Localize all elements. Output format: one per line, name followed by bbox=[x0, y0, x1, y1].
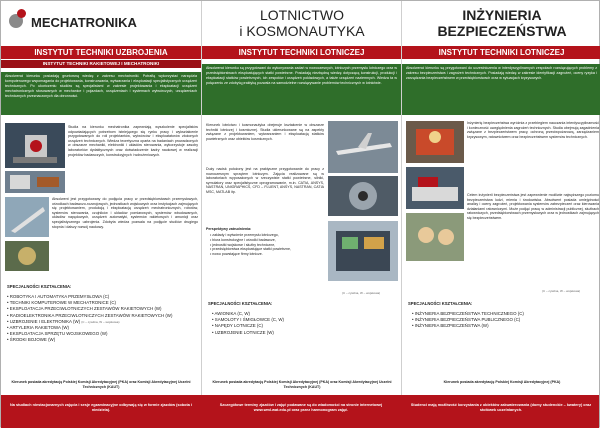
list-item: • ROBOTYKA I AUTOMATYKA PRZEMYSŁOWA (C) bbox=[7, 294, 110, 299]
list-item: • INŻYNIERIA BEZPIECZEŃSTWA (W) bbox=[412, 323, 489, 329]
gear-icon bbox=[17, 9, 26, 18]
body-text: Inżynierię bezpieczeństwa wyróżnia z przebiegiem nauczania interdyscyplinarność i konieczność uwzględnienia zagrożeń technicznych. Studia obejmują zagadnienia związane z bezpieczeństwem pracy, ochroną przeciwpożarową, zarządzaniem kryzysowym, ratownictwem oraz bezpieczeństwem systemów technicznych. bbox=[467, 121, 599, 139]
robot-image bbox=[5, 123, 65, 168]
column-lotnictwo bbox=[201, 1, 401, 428]
list-item: • UZBROJENIE LOTNICZE (W) bbox=[212, 329, 274, 335]
column-title: INŻYNIERIA bbox=[462, 7, 542, 23]
perspectives-label: Perspektywy zatrudnienia: bbox=[206, 227, 252, 231]
workshop-image bbox=[5, 241, 49, 271]
list-item: • EKSPLOATACJA SPRZĘTU WOJSKOWEGO (W) bbox=[7, 331, 108, 337]
list-item: • biura konstrukcyjne i ośrodki badawcze, bbox=[210, 237, 276, 242]
list-item: • INŻYNIERIA BEZPIECZEŃSTWA TECHNICZNEGO (C) bbox=[412, 311, 524, 316]
aircraft-image bbox=[328, 121, 398, 173]
subinstitute-band: INSTYTUT TECHNIKI RAKIETOWEJ I MECHATRONIKI bbox=[1, 60, 201, 68]
column-header bbox=[402, 1, 600, 45]
intro-text: Absolwenci kierunku są przygotowani do uczestniczenia w interdyscyplinarnych zespołach rozwiązujących problemy z zakresu bezpieczeństwa i zagrożeń technicznych. Posiadają wiedzę w zakresie identyfikacji zagrożeń, oceny ryzyka i zarządzania bezpieczeństwem w przedsiębiorstwach oraz w sytuacjach kryzysowych. bbox=[402, 64, 600, 115]
rocket-image bbox=[5, 197, 49, 237]
accreditation-note: Kierunek posiada akredytację Polskiej Komisji Akredytacyjnej (PKA) oraz Komisji Akredytacyjnej Uczelni Technicznych (KAUT) bbox=[212, 380, 392, 389]
legend-hint: (C – cywilna, W – wojskowa) bbox=[342, 291, 381, 295]
specialties-list bbox=[412, 311, 598, 330]
intro-text: Absolwenci kierunku są przygotowani do wykonywania zadań w nowoczesnych, lotniczych przemysłu lotniczego oraz w przedsiębiorstwach eksploatujących statki powietrzne. Posiadają niezbędną wiedzę dotyczącą konstrukcji, produkcji i eksploatacji statków powietrznych, ich zespołów i urządzeń pokładowych, a także urządzeń naziemnych. Wiedza ta w połączeniu ze zdobytą praktyką pozwala na samodzielne rozwiązywanie problemów technicznych w lotnictwie. bbox=[202, 64, 401, 115]
legend-hint: (C – cywilna, W – wojskowa) bbox=[542, 289, 581, 293]
engine-image bbox=[328, 176, 398, 216]
list-item: • ARTYLERIA RAKIETOWA (W) bbox=[7, 325, 69, 331]
column-header bbox=[1, 1, 201, 45]
accreditation-note: Kierunek posiada akredytację Polskiej Komisji Akredytacyjnej (PKA) bbox=[443, 380, 561, 384]
body-text: Kierunek lotnictwo i kosmonautyka obejmuje kształcenie w obszarze techniki lotniczej i kosmicznej. Studia ukierunkowane są na aspekty związane z projektowaniem, wytwarzaniem i eksploatacją statków powietrznych oraz obiektów kosmicznych. bbox=[206, 123, 324, 141]
perspectives-list bbox=[210, 233, 324, 257]
specialties-list bbox=[212, 311, 392, 336]
list-item: • przedsiębiorstwa eksploatujące statki powietrzne, bbox=[210, 247, 291, 252]
institute-band: INSTYTUT TECHNIKI LOTNICZEJ bbox=[202, 46, 401, 59]
footer-text: Szczegółowe terminy zjazdów i zajęć podawane są do wiadomości na stronie internetowej www.wml.wat.edu.pl oraz przez harmonogram zajęć. bbox=[219, 403, 383, 412]
column-title: MECHATRONIKA bbox=[31, 15, 137, 30]
specialties-label: SPECJALNOŚCI KSZTAŁCENIA: bbox=[408, 301, 473, 306]
column-mechatronika bbox=[1, 1, 201, 428]
list-item: • RADIOELEKTRONIKA PRZECIWLOTNICZYCH ZESTAWÓW RAKIETOWYCH (W) bbox=[7, 312, 173, 318]
specialties-list bbox=[7, 294, 197, 344]
list-item: • jednostki wojskowe i służby techniczne, bbox=[210, 242, 276, 247]
list-item: • UZBROJENIE I ELEKTRONIKA (W) (C – cywilna, W – wojskowa) bbox=[7, 318, 120, 324]
rescue-image bbox=[406, 167, 464, 209]
body-text: Studia na kierunku mechatronika zapewniają wyszkolenie specjalistów odpowiadających potrzebom istniejącego się rynku pracy i wykształcenie przygotowanych do roli projektantów, wytwórców i eksploatatorów złożonych urządzeń technicznych. Wiedza teoretyczna oparta na badaniach prowadzonych w obszarze mechaniki, elektroniki i układów sterowania, wykorzystuje zasoby laboratoriów dydaktycznych oraz doświadczenie kadry naukowej w realizacji projektów badawczych, konstrukcyjnych i wdrożeniowych. bbox=[68, 125, 198, 157]
column-inzynieria bbox=[401, 1, 600, 428]
list-item: • nowo powstające firmy lotnicze. bbox=[210, 252, 263, 257]
list-item: • ŚRODKI BOJOWE (W) bbox=[7, 337, 56, 343]
list-item: • INŻYNIERIA BEZPIECZEŃSTWA PUBLICZNEGO (C) bbox=[412, 317, 521, 323]
list-item: • SAMOLOTY I ŚMIGŁOWCE (C, W) bbox=[212, 317, 284, 323]
institute-band: INSTYTUT TECHNIKI UZBROJENIA bbox=[1, 46, 201, 59]
column-subtitle: i KOSMONAUTYKA bbox=[239, 23, 365, 39]
list-item: • zakłady i wytwórnie przemysłu lotniczego, bbox=[210, 233, 279, 237]
institute-band: INSTYTUT TECHNIKI LOTNICZEJ bbox=[402, 46, 600, 59]
footer-text: Na studiach niestacjonarnych zajęcia i sesje egzaminacyjne odbywają się w formie zjazdów (sobota i niedziela). bbox=[10, 403, 192, 412]
body-text: Duży nacisk położony jest na praktyczne przygotowanie do pracy z nowoczesnym sprzętem lotniczym. Zajęcia realizowane są w laboratoriach wyposażonych w rzeczywiste statki powietrzne, silniki, symulatory oraz specjalistyczne oprogramowanie, m.in. CATIA, ANSYS, NASTRAN, UNIGRAPHICS, CFD – FLUENT, ANSYS, NASTRAN, CATIA MSC, MATLAB itp. bbox=[206, 167, 324, 194]
column-title: LOTNICTWO bbox=[260, 7, 344, 23]
lab-image bbox=[5, 171, 65, 193]
body-text: Celem inżynierii bezpieczeństwa jest zapewnienie możliwie najwyższego poziomu bezpieczeństwa ludzi, mienia i środowiska. Absolwent posiada umiejętności analizy i oceny zagrożeń, projektowania systemów zabezpieczeń oraz kierowania działaniami ratowniczymi. Może podjąć pracę w administracji publicznej, służbach ratowniczych, przedsiębiorstwach przemysłowych oraz w jednostkach zajmujących się bezpieczeństwem. bbox=[467, 193, 599, 220]
footer-text: Studenci mają możliwość korzystania z obiektów zakwaterowania (domy studenckie – kwatery) oraz stołówek uczelnianych. bbox=[410, 403, 592, 412]
column-subtitle: BEZPIECZEŃSTWA bbox=[437, 23, 567, 39]
firefighter-image bbox=[406, 121, 464, 163]
accreditation-note: Kierunek posiada akredytację Polskiej Komisji Akredytacyjnej (PKA) oraz Komisji Akredytacyjnej Uczelni Technicznych (KAUT) bbox=[11, 380, 191, 389]
column-header bbox=[202, 1, 401, 45]
training-image bbox=[406, 213, 464, 261]
intro-text: Absolwenci kierunku posiadają gruntowną wiedzę z zakresu mechatroniki. Potrafią wykorzystać narzędzia komputerowego wspomagania do projektowania, konstruowania, wytwarzania i eksploatacji specjalistycznych urządzeń technicznych. Po ukończeniu studiów są specjalistami w zakresie projektowania i eksploatacji urządzeń mechatronicznych stosowanych w mechanice i pojazdach, urządzeniach i systemach wytwórczych, urządzeniach technicznych przeznaczonych dla obronności. bbox=[1, 72, 201, 115]
specialties-label: SPECJALNOŚCI KSZTAŁCENIA: bbox=[208, 301, 273, 306]
body-text: Absolwent jest przygotowany do podjęcia pracy w przedsiębiorstwach przemysłowych, ośrodkach badawczo-rozwojowych, jednostkach wojskowych oraz instytucjach zajmujących się projektowaniem, produkcją i eksploatacją urządzeń mechatronicznych, robotów, systemów sterowania, czujników i układów pomiarowych, systemów wbudowanych, układów napędowych, urządzeń automatyki, systemów rakietowych i amunicji oraz specjalistycznego uzbrojenia. Zdobyta wiedza pozwala na podjęcie studiów drugiego stopnia i dalszy rozwój naukowy. bbox=[52, 197, 198, 229]
list-item: • EKSPLOATACJA PRZECIWLOTNICZYCH ZESTAWÓW RAKIETOWYCH (W) bbox=[7, 306, 162, 312]
list-item: • TECHNIKI KOMPUTEROWE W MECHATRONICE (C) bbox=[7, 300, 116, 306]
cockpit-image bbox=[328, 221, 398, 281]
list-item: • NAPĘDY LOTNICZE (C) bbox=[212, 323, 264, 329]
list-item: • AWIONIKA (C, W) bbox=[212, 311, 250, 316]
specialties-label: SPECJALNOŚCI KSZTAŁCENIA: bbox=[7, 284, 72, 289]
